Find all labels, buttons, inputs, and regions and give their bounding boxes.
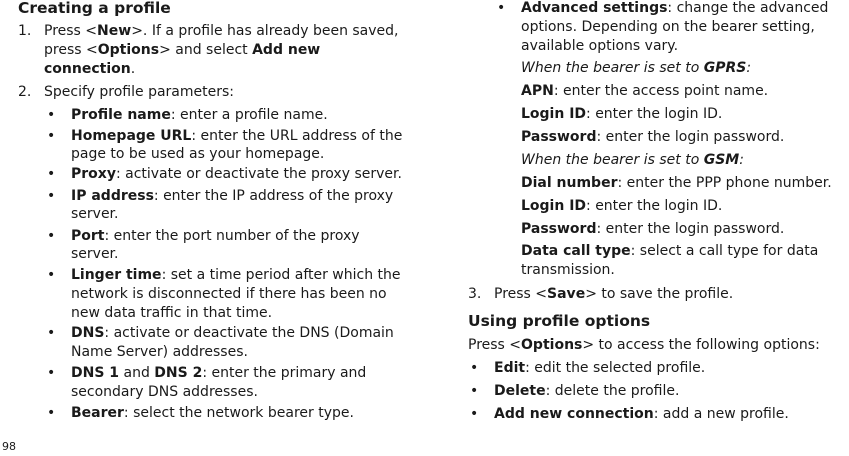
step3-text: Press <Save> to save the profile.	[494, 286, 734, 302]
param-linger-time-line3: new data traffic in that time.	[71, 305, 273, 321]
step-number-3: 3.	[468, 286, 482, 302]
option-add-new-connection: Add new connection: add a new profile.	[494, 406, 789, 422]
param-ip-address-line2: server.	[71, 206, 119, 222]
section-heading-using-profile-options: Using profile options	[468, 312, 651, 330]
gprs-login-id: Login ID: enter the login ID.	[521, 106, 723, 122]
bullet: •	[470, 383, 479, 399]
option-delete: Delete: delete the profile.	[494, 383, 680, 399]
param-proxy: Proxy: activate or deactivate the proxy server.	[71, 166, 402, 182]
param-dns: DNS: activate or deactivate the DNS (Domain	[71, 325, 394, 341]
param-dns-line2: Name Server) addresses.	[71, 344, 248, 360]
section-heading-creating-profile: Creating a profile	[18, 0, 171, 17]
param-advanced-settings: Advanced settings: change the advanced	[521, 0, 829, 16]
gsm-dial-number: Dial number: enter the PPP phone number.	[521, 175, 832, 191]
gprs-intro: When the bearer is set to GPRS:	[521, 60, 752, 76]
gsm-login-id: Login ID: enter the login ID.	[521, 198, 723, 214]
param-linger-time-line2: network is disconnected if there has been no	[71, 286, 387, 302]
bullet: •	[47, 188, 56, 204]
step-number-1: 1.	[18, 23, 32, 39]
param-dns1-dns2: DNS 1 and DNS 2: enter the primary and	[71, 365, 367, 381]
param-homepage-url-line2: page to be used as your homepage.	[71, 146, 325, 162]
bullet: •	[47, 325, 56, 341]
options-intro: Press <Options> to access the following options:	[468, 337, 820, 353]
step-number-2: 2.	[18, 84, 32, 100]
param-port: Port: enter the port number of the proxy	[71, 228, 360, 244]
gsm-intro: When the bearer is set to GSM:	[521, 152, 744, 168]
option-edit: Edit: edit the selected profile.	[494, 360, 706, 376]
param-advanced-settings-line2: options. Depending on the bearer setting,	[521, 19, 815, 35]
param-bearer: Bearer: select the network bearer type.	[71, 405, 354, 421]
param-linger-time: Linger time: set a time period after which the	[71, 267, 401, 283]
param-advanced-settings-line3: available options vary.	[521, 38, 679, 54]
param-homepage-url: Homepage URL: enter the URL address of the	[71, 128, 403, 144]
bullet: •	[47, 107, 56, 123]
gsm-password: Password: enter the login password.	[521, 221, 785, 237]
bullet: •	[497, 0, 506, 16]
data-call-type-line2: transmission.	[521, 262, 615, 278]
bullet: •	[47, 405, 56, 421]
bullet: •	[47, 365, 56, 381]
bullet: •	[47, 228, 56, 244]
bullet: •	[47, 128, 56, 144]
param-ip-address: IP address: enter the IP address of the proxy	[71, 188, 394, 204]
step1-line2: press <Options> and select Add new	[44, 42, 321, 58]
param-dns1-dns2-line2: secondary DNS addresses.	[71, 384, 258, 400]
bullet: •	[47, 267, 56, 283]
step1-line1: Press <New>. If a profile has already been saved,	[44, 23, 399, 39]
param-profile-name: Profile name: enter a profile name.	[71, 107, 328, 123]
page-number: 98	[2, 440, 16, 453]
bullet: •	[470, 406, 479, 422]
data-call-type: Data call type: select a call type for data	[521, 243, 819, 259]
step1-line3: connection.	[44, 61, 136, 77]
bullet: •	[470, 360, 479, 376]
bullet: •	[47, 166, 56, 182]
step2-text: Specify profile parameters:	[44, 84, 234, 100]
param-port-line2: server.	[71, 246, 119, 262]
gprs-apn: APN: enter the access point name.	[521, 83, 769, 99]
gprs-password: Password: enter the login password.	[521, 129, 785, 145]
